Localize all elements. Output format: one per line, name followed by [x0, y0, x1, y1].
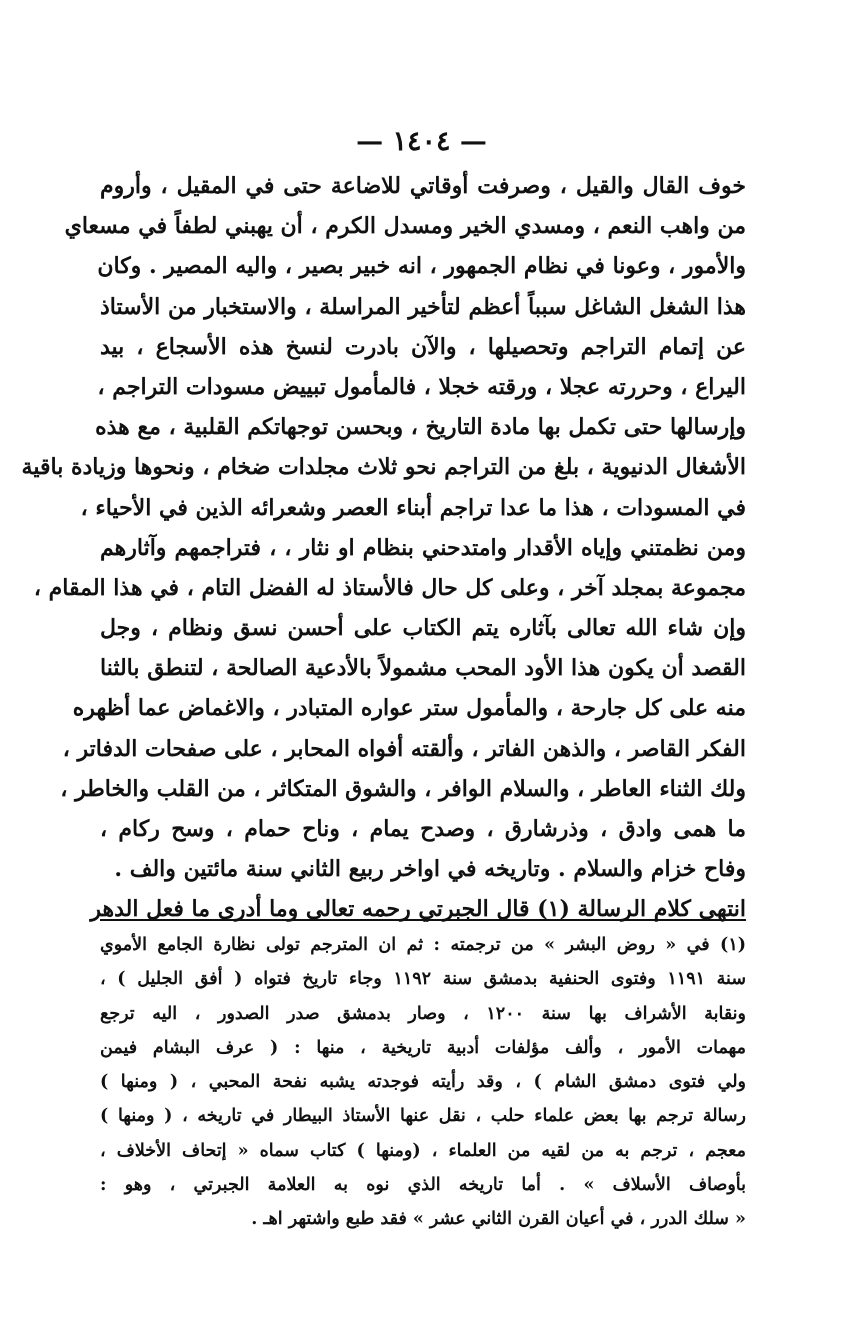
footnote-line: (١) في « روض البشر » من ترجمته : ثم ان المترجم تولى نظارة الجامع الأموي	[100, 935, 746, 955]
text-line: الفكر القاصر ، والذهن الفاتر ، وألقته أفواه المحابر ، على صفحات الدفاتر ،	[62, 735, 746, 762]
text-line: ومن نظمتني وإياه الأقدار وامتدحني بنظام او نثار ، ، فتراجمهم وآثارهم	[100, 534, 746, 561]
text-line: ولك الثناء العاطر ، والسلام الوافر ، والشوق المتكاثر ، من القلب والخاطر ،	[60, 775, 746, 802]
footnote-line: رسالة ترجم بها بعض علماء حلب ، نقل عنها الأستاذ البيطار في تاريخه ، ( ومنها )	[100, 1106, 746, 1127]
text-line: منه على كل جارحة ، والمأمول ستر عواره المتبادر ، والاغماض عما أظهره	[72, 695, 746, 722]
main-text	[21, 166, 746, 930]
text-line: وفاح خزام والسلام . وتاريخه في اواخر ربيع الثاني سنة مائتين والف .	[114, 856, 746, 883]
text-line: ما همى وادق ، وذرشارق ، وصدح يمام ، وناح حمام ، وسح ركام ،	[100, 816, 746, 842]
footnote-divider	[100, 919, 746, 921]
footnote-line: مهمات الأمور ، وألف مؤلفات أدبية تاريخية ، منها : ( عرف البشام فيمن	[100, 1037, 746, 1058]
footnote-line: ونقابة الأشراف بها سنة ١٢٠٠ ، وصار بدمشق صدر الصدور ، اليه ترجع	[100, 1003, 746, 1024]
text-line: خوف القال والقيل ، وصرفت أوقاتي للاضاعة حتى في المقيل ، وأروم	[100, 173, 746, 199]
text-line: وإن شاء الله تعالى بآثاره يتم الكتاب على أحسن نسق ونظام ، وجل	[100, 615, 746, 642]
text-line: اليراع ، وحررته عجلا ، ورقته خجلا ، فالمأمول تبييض مسودات التراجم ،	[97, 373, 746, 400]
text-line: وإرسالها حتى تكمل بها مادة التاريخ ، وبحسن توجهاتكم القلبية ، مع هذه	[95, 414, 746, 441]
text-line: مجموعة بمجلد آخر ، وعلى كل حال فالأستاذ له الفضل التام ، في هذا المقام ،	[33, 574, 746, 601]
text-line: انتهى كلام الرسالة (١) قال الجبرتي رحمه تعالى وما أدرى ما فعل الدهر	[90, 896, 746, 923]
footnote	[100, 928, 746, 1237]
footnote-line: معجم ، ترجم به من لقيه من العلماء ، (ومنها ) كتاب سماه « إتحاف الأخلاف ،	[100, 1140, 746, 1161]
footnote-line: سنة ١١٩١ وفتوى الحنفية بدمشق سنة ١١٩٢ وجاء تاريخ فتواه ( أفق الجليل ) ،	[100, 969, 746, 990]
footnote-line: بأوصاف الأسلاف » . أما تاريخه الذي نوه به العلامة الجبرتي ، وهو :	[100, 1175, 746, 1196]
text-line: هذا الشغل الشاغل سبباً أعظم لتأخير المراسلة ، والاستخبار من الأستاذ	[100, 293, 746, 320]
text-line: الأشغال الدنيوية ، بلغ من التراجم نحو ثلاث مجلدات ضخام ، ونحوها وزيادة باقية	[21, 454, 746, 481]
text-line: القصد أن يكون هذا الأود المحب مشمولاً بالأدعية الصالحة ، لتنطق بالثنا	[100, 655, 746, 682]
footnote-line: ولي فتوى دمشق الشام ) ، وقد رأيته فوجدته يشبه نفحة المحبي ، ( ومنها )	[100, 1072, 746, 1093]
footnote-line: « سلك الدرر ، في أعيان القرن الثاني عشر » فقد طبع واشتهر اهـ .	[251, 1209, 746, 1230]
text-line: والأمور ، وعونا في نظام الجمهور ، انه خبير بصير ، واليه المصير . وكان	[97, 253, 746, 280]
text-line: من واهب النعم ، ومسدي الخير ومسدل الكرم ، أن يهبني لطفاً في مسعاي	[64, 213, 746, 240]
text-line: في المسودات ، هذا ما عدا تراجم أبناء العصر وشعرائه الذين في الأحياء ،	[80, 494, 746, 521]
text-line: عن إتمام التراجم وتحصيلها ، والآن بادرت لنسخ هذه الأسجاع ، بيد	[100, 333, 746, 360]
page-number: — ١٤٠٤ —	[356, 126, 487, 157]
